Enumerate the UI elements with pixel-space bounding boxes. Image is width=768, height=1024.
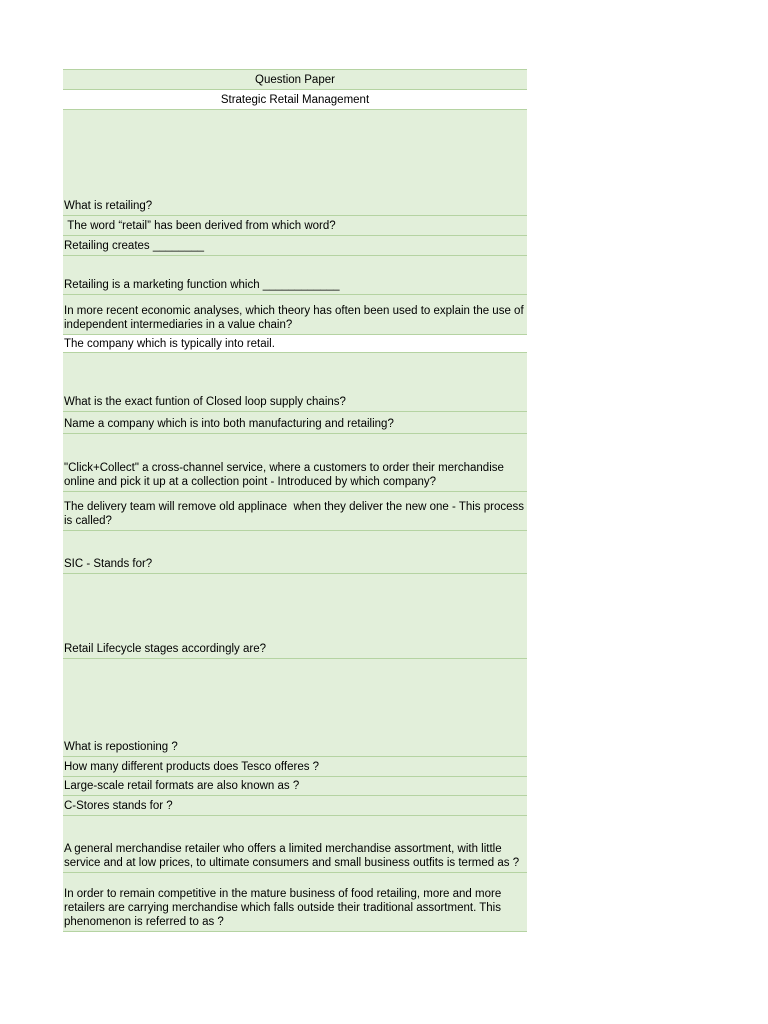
- question-row[interactable]: [63, 757, 527, 777]
- question-row[interactable]: [63, 335, 527, 353]
- question-text: The word “retail” has been derived from which word?: [64, 220, 336, 232]
- question-text: In more recent economic analyses, which theory has often been used to explain the use of independent intermediaries in a value chain?: [64, 305, 527, 331]
- question-row[interactable]: [63, 256, 527, 295]
- question-text: A general merchandise retailer who offers a limited merchandise assortment, with little service and at low prices, to ultimate consumers and small business outfits is termed as ?: [64, 843, 520, 869]
- question-text: SIC - Stands for?: [64, 558, 153, 570]
- question-row[interactable]: [63, 816, 527, 873]
- question-text: What is retailing?: [64, 200, 153, 212]
- question-text: What is repostioning ?: [64, 741, 178, 753]
- question-row[interactable]: [63, 295, 527, 335]
- question-row[interactable]: [63, 531, 527, 574]
- question-text: Retailing is a marketing function which ____________: [64, 279, 340, 291]
- question-text: "Click+Collect" a cross-channel service, where a customers to order their merchandise online and pick it up at a collection point - Introduced by which company?: [64, 462, 508, 488]
- question-row[interactable]: [63, 236, 527, 256]
- question-row[interactable]: [63, 796, 527, 816]
- question-row[interactable]: [63, 777, 527, 796]
- sheet-title: Question Paper: [255, 73, 335, 86]
- question-row[interactable]: [63, 873, 527, 932]
- question-row[interactable]: [63, 492, 527, 531]
- question-text: Name a company which is into both manufacturing and retailing?: [64, 418, 394, 430]
- question-row[interactable]: [63, 353, 527, 412]
- question-row[interactable]: [63, 659, 527, 757]
- question-row[interactable]: [63, 434, 527, 492]
- question-text: The delivery team will remove old applinace when they deliver the new one - This process is called?: [64, 501, 528, 527]
- question-row[interactable]: [63, 412, 527, 434]
- sheet-subject: Strategic Retail Management: [220, 93, 370, 106]
- question-text: Retailing creates ________: [64, 240, 205, 252]
- question-text: Large-scale retail formats are also known as ?: [64, 780, 300, 792]
- question-text: The company which is typically into retail.: [64, 338, 275, 350]
- question-text: What is the exact funtion of Closed loop supply chains?: [64, 396, 346, 408]
- question-text: In order to remain competitive in the mature business of food retailing, more and more retailers are carrying merchandise which falls outside their traditional assortment. This phenomenon is referred to as ?: [64, 888, 505, 928]
- question-text: How many different products does Tesco offeres ?: [64, 761, 320, 773]
- question-text: Retail Lifecycle stages accordingly are?: [64, 643, 266, 655]
- question-row[interactable]: [63, 216, 527, 236]
- sheet-subject-cell[interactable]: [63, 90, 527, 110]
- question-text: C-Stores stands for ?: [64, 800, 173, 812]
- sheet-title-cell[interactable]: [63, 70, 527, 90]
- question-sheet: [63, 69, 527, 932]
- question-row[interactable]: [63, 574, 527, 659]
- question-row[interactable]: [63, 110, 527, 216]
